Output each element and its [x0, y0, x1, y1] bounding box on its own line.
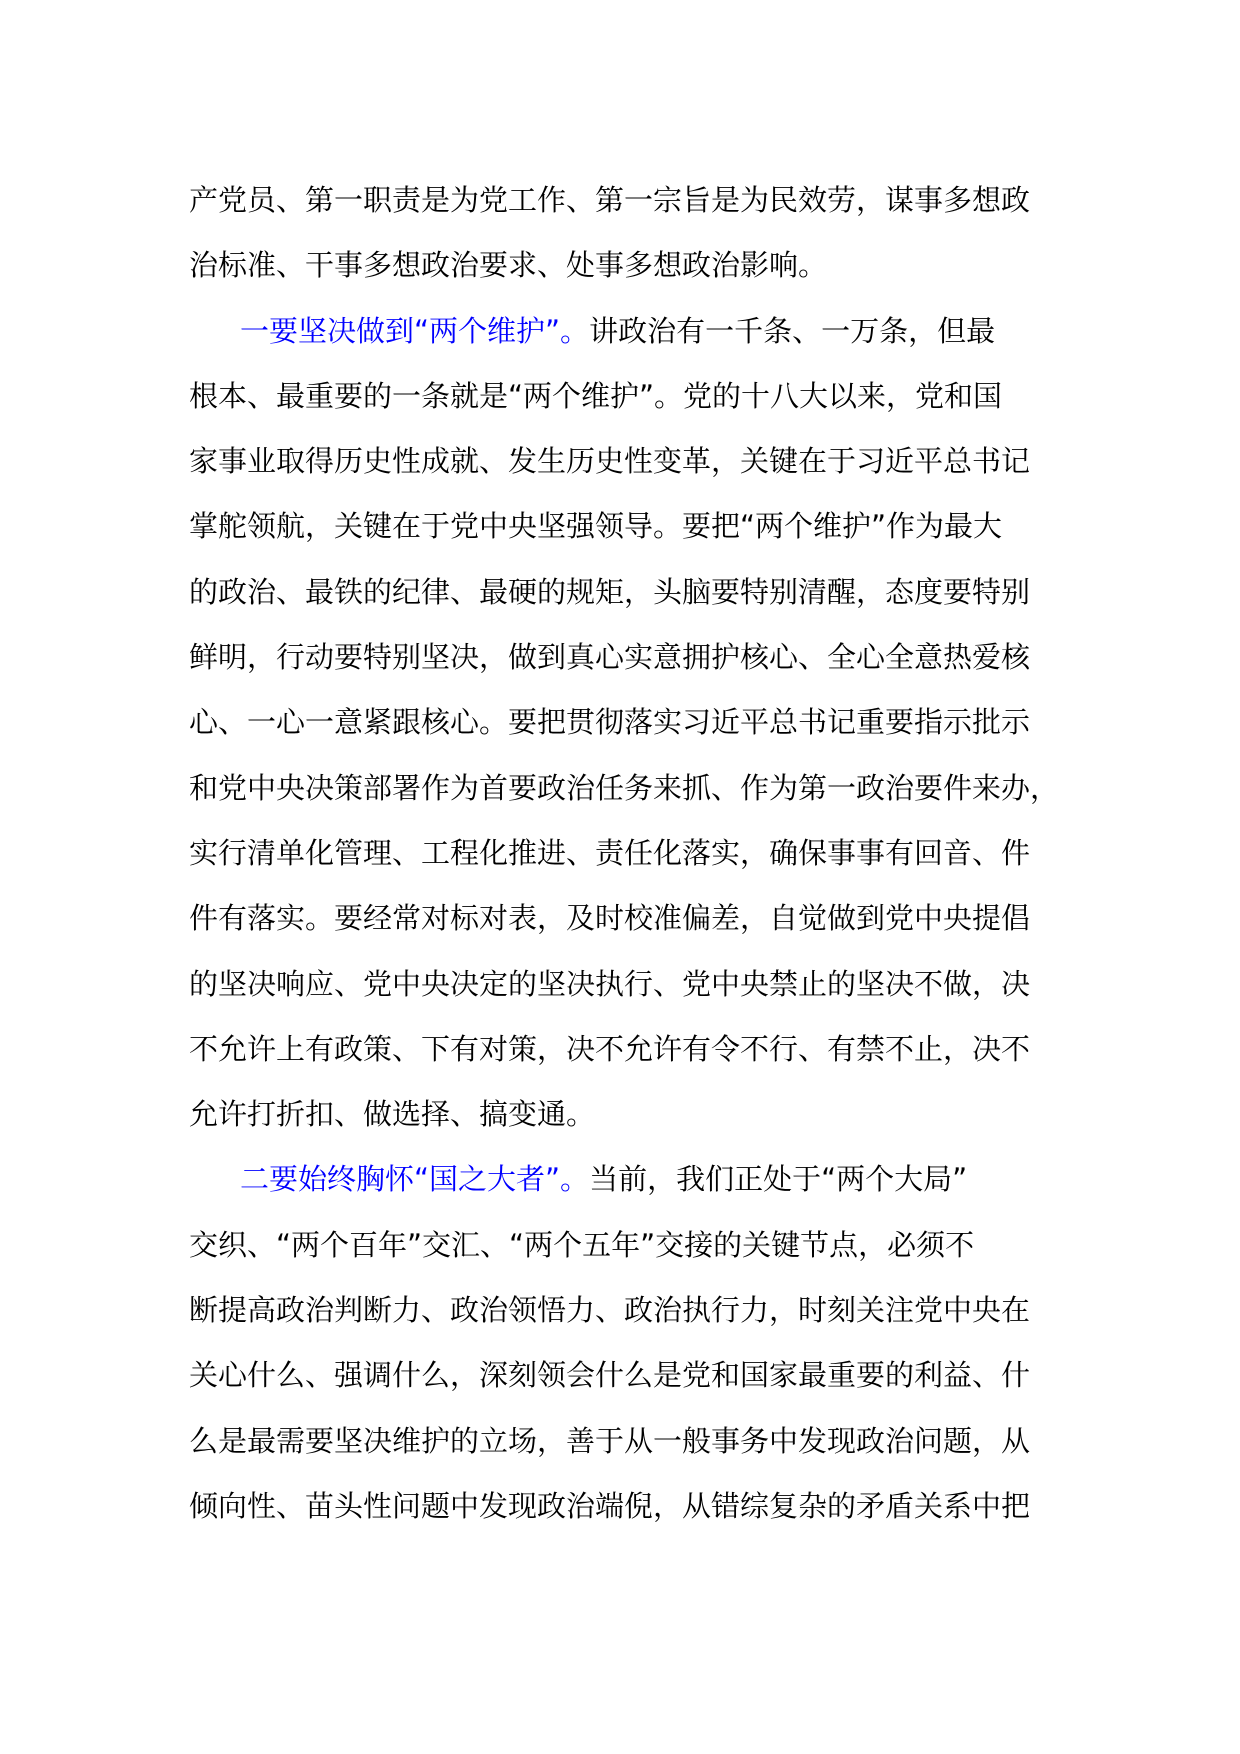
text-line: 实行清单化管理、工程化推进、责任化落实，确保事事有回音、件	[189, 835, 1031, 870]
section-heading: 二要始终胸怀“国之大者”。	[240, 1162, 590, 1197]
text-line: 件有落实。要经常对标对表，及时校准偏差，自觉做到党中央提倡	[189, 901, 1031, 936]
text-line: 根本、最重要的一条就是“两个维护”。党的十八大以来，党和国	[189, 378, 1003, 413]
document-body	[189, 168, 1069, 1539]
paragraph-first-line	[189, 299, 1069, 364]
text-line: 关心什么、强调什么，深刻领会什么是党和国家最重要的利益、什	[189, 1358, 1031, 1393]
text-line: 和党中央决策部署作为首要政治任务来抓、作为第一政治要件来办，	[189, 770, 1060, 805]
text-run: 当前，我们正处于“两个大局”	[589, 1162, 968, 1197]
text-line: 交织、“两个百年”交汇、“两个五年”交接的关键节点，必须不	[189, 1227, 975, 1262]
text-line: 倾向性、苗头性问题中发现政治端倪，从错综复杂的矛盾关系中把	[189, 1488, 1031, 1523]
text-line: 鲜明，行动要特别坚决，做到真心实意拥护核心、全心全意热爱核	[189, 640, 1031, 675]
text-line: 家事业取得历史性成就、发生历史性变革，关键在于习近平总书记	[189, 444, 1031, 479]
paragraph-first-line	[189, 1147, 1069, 1212]
text-run: 讲政治有一千条、一万条，但最	[589, 313, 996, 348]
text-line: 么是最需要坚决维护的立场，善于从一般事务中发现政治问题，从	[189, 1423, 1031, 1458]
text-line: 不允许上有政策、下有对策，决不允许有令不行、有禁不止，决不	[189, 1031, 1031, 1066]
text-line: 的坚决响应、党中央决定的坚决执行、党中央禁止的坚决不做，决	[189, 966, 1031, 1001]
text-line: 治标准、干事多想政治要求、处事多想政治影响。	[189, 248, 828, 283]
text-line: 断提高政治判断力、政治领悟力、政治执行力，时刻关注党中央在	[189, 1293, 1031, 1328]
text-line: 允许打折扣、做选择、搞变通。	[189, 1097, 596, 1132]
text-line: 掌舵领航，关键在于党中央坚强领导。要把“两个维护”作为最大	[189, 509, 1003, 544]
section-heading: 一要坚决做到“两个维护”。	[240, 313, 590, 348]
text-line: 的政治、最铁的纪律、最硬的规矩，头脑要特别清醒，态度要特别	[189, 574, 1031, 609]
text-line: 产党员、第一职责是为党工作、第一宗旨是为民效劳，谋事多想政	[189, 183, 1031, 217]
text-line: 心、一心一意紧跟核心。要把贯彻落实习近平总书记重要指示批示	[189, 705, 1031, 740]
